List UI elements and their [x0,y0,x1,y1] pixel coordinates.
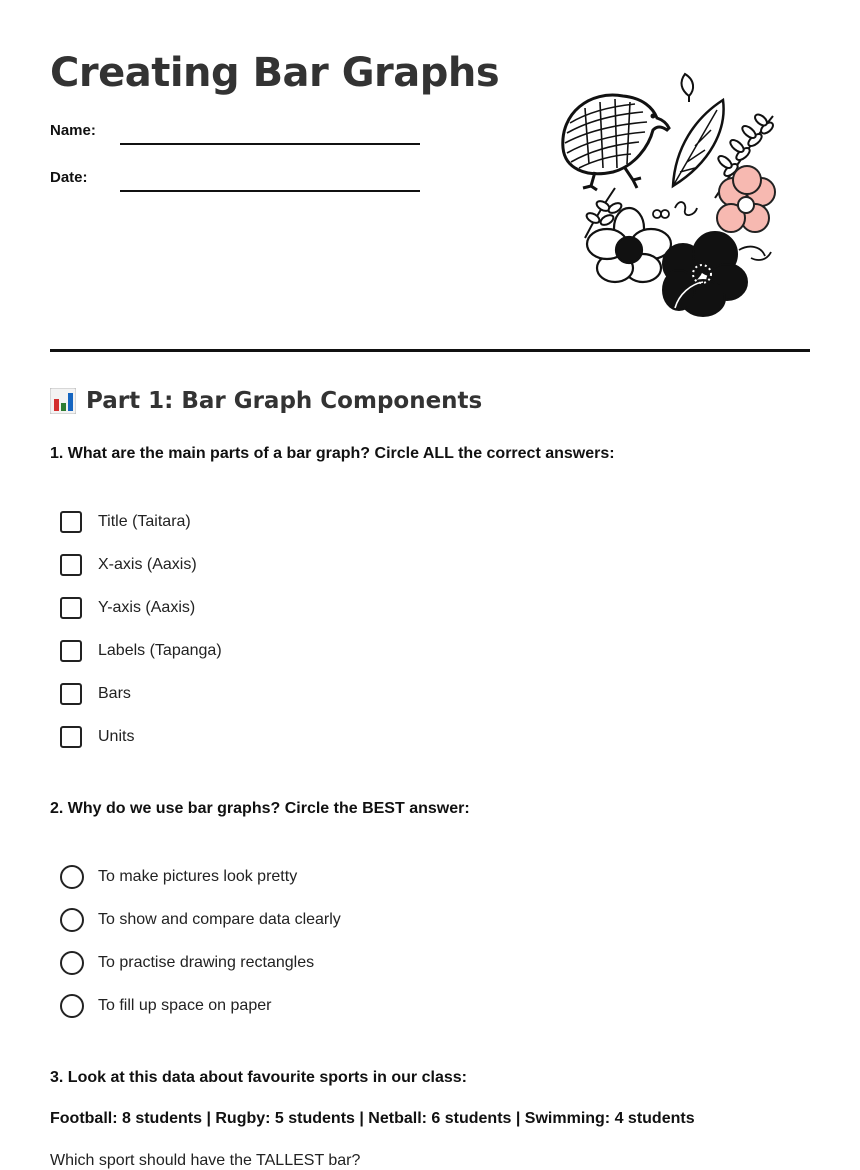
radio-option[interactable] [60,994,271,1018]
option-label: Title (Taitara) [98,513,191,530]
checkbox[interactable] [60,640,82,662]
option-label: Labels (Tapanga) [98,642,222,659]
checkbox[interactable] [60,511,82,533]
checkbox[interactable] [60,597,82,619]
radio-circle[interactable] [60,951,84,975]
name-line[interactable] [120,143,420,145]
radio-circle[interactable] [60,908,84,932]
radio-option[interactable] [60,865,297,889]
option-label: To make pictures look pretty [98,868,298,885]
checkbox-option[interactable] [60,597,195,619]
date-label: Date: [50,169,88,186]
name-label: Name: [50,122,96,139]
option-label: Y-axis (Aaxis) [98,599,196,616]
checkbox[interactable] [60,683,82,705]
radio-option[interactable] [60,951,314,975]
checkbox[interactable] [60,554,82,576]
option-label: Units [98,728,135,745]
kiwi-bird-icon [563,95,669,190]
bar-chart-icon [50,388,76,414]
option-label: To show and compare data clearly [98,911,341,928]
checkbox-option[interactable] [60,511,191,533]
question-2: 2. Why do we use bar graphs? Circle the BEST answer: [50,800,470,817]
name-field [50,122,96,139]
option-label: X-axis (Aaxis) [98,556,197,573]
date-field [50,169,88,186]
black-flower-icon [663,232,747,316]
header-divider [50,349,810,352]
checkbox[interactable] [60,726,82,748]
checkbox-option[interactable] [60,726,134,748]
section-title-text: Part 1: Bar Graph Components [86,388,483,414]
option-label: To fill up space on paper [98,997,272,1014]
option-label: Bars [98,685,131,702]
question-3-followup: Which sport should have the TALLEST bar? [50,1152,361,1169]
leaf-icon [673,74,724,186]
checkbox-option[interactable] [60,554,197,576]
radio-option[interactable] [60,908,341,932]
date-line[interactable] [120,190,420,192]
radio-circle[interactable] [60,865,84,889]
option-label: To practise drawing rectangles [98,954,315,971]
question-3: 3. Look at this data about favourite sports in our class: [50,1069,467,1086]
kiwi-bird-with-flowers-illustration [555,68,785,318]
radio-circle[interactable] [60,994,84,1018]
checkbox-option[interactable] [60,640,222,662]
section-title [50,388,482,414]
question-1: 1. What are the main parts of a bar graph? Circle ALL the correct answers: [50,445,615,462]
page-title: Creating Bar Graphs [50,50,500,96]
checkbox-option[interactable] [60,683,131,705]
sports-data: Football: 8 students | Rugby: 5 students | Netball: 6 students | Swimming: 4 students [50,1110,695,1127]
